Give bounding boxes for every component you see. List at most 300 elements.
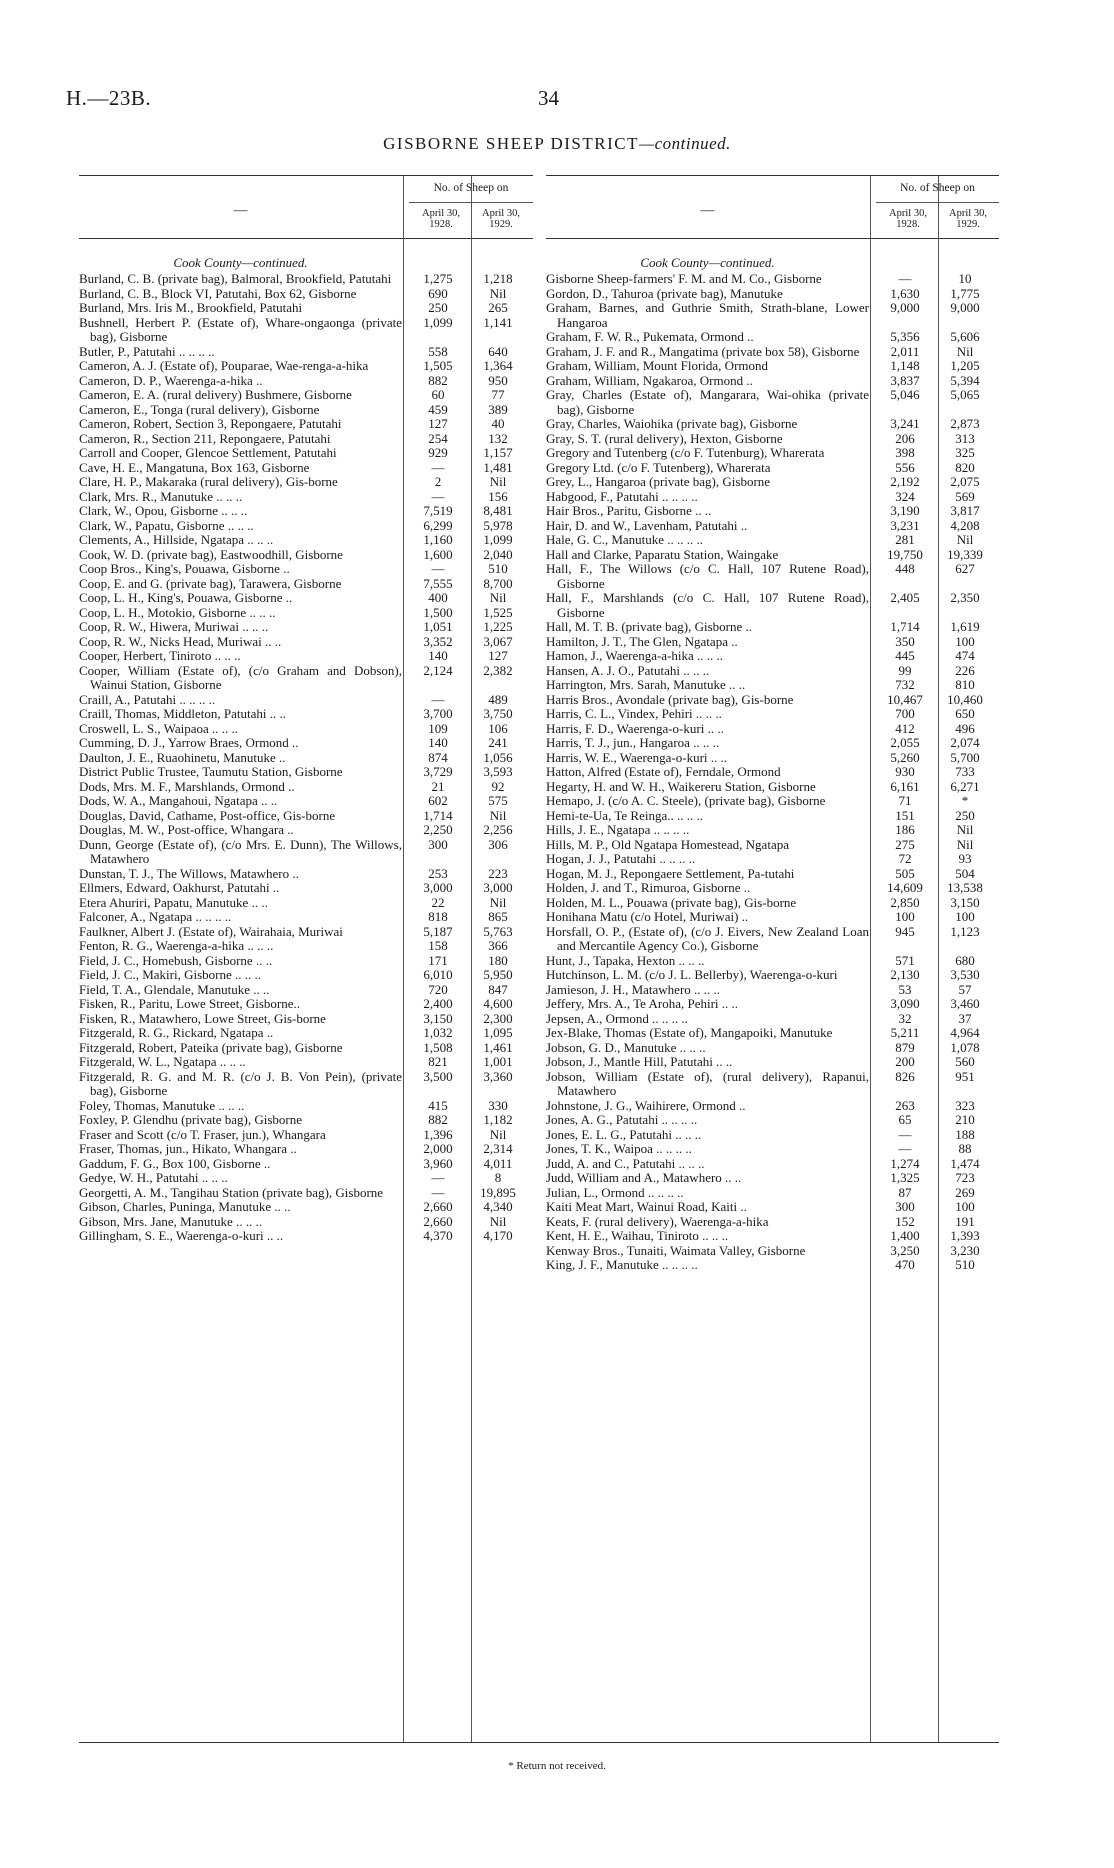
sheep-1928: 53 — [898, 981, 912, 997]
table-row — [546, 896, 999, 911]
sheep-1929: 3,067 — [483, 633, 513, 649]
owner-name: Hemapo, J. (c/o A. C. Steele), (private bag), Gisborne — [546, 793, 826, 808]
sheep-1928: 1,148 — [890, 358, 920, 373]
sheep-1928: 879 — [895, 1039, 915, 1055]
sheep-1928: 415 — [428, 1097, 448, 1113]
sheep-1929: 951 — [955, 1068, 975, 1084]
table-row — [79, 722, 533, 737]
sheep-1928: 1,630 — [890, 285, 920, 301]
table-row — [79, 736, 533, 751]
sheep-1929: 210 — [955, 1112, 975, 1127]
sheep-1928: 7,555 — [423, 575, 453, 591]
sheep-1929: 40 — [491, 416, 505, 431]
sheep-1929: 188 — [955, 1126, 975, 1142]
sheep-1929: 13,538 — [947, 880, 983, 895]
sheep-1928: 1,714 — [890, 619, 920, 634]
sheep-1928: 152 — [895, 1213, 915, 1229]
table-row — [546, 345, 999, 360]
table-row — [79, 1128, 533, 1143]
table-row — [79, 403, 533, 418]
owner-name: Cooper, Herbert, Tiniroto .. .. .. — [79, 648, 241, 663]
sheep-1929: 191 — [955, 1213, 975, 1229]
table-row — [79, 374, 533, 389]
header-dash: — — [233, 203, 248, 218]
table-row — [546, 1113, 999, 1128]
sheep-1928: 3,231 — [890, 517, 920, 533]
table-row — [546, 954, 999, 969]
sheep-1929: 226 — [955, 662, 975, 678]
owner-name: Coop Bros., King's, Pouawa, Gisborne .. — [79, 561, 290, 576]
table-row — [79, 910, 533, 925]
table-row — [79, 316, 533, 345]
owner-name: Cameron, D. P., Waerenga-a-hika .. — [79, 372, 263, 388]
table-row — [79, 287, 533, 302]
owner-name: Clark, W., Opou, Gisborne .. .. .. — [79, 503, 248, 518]
table-row — [79, 504, 533, 519]
owner-name: Ellmers, Edward, Oakhurst, Patutahi .. — [79, 880, 280, 895]
sheep-1929: 5,606 — [950, 329, 980, 344]
sheep-1929: 19,339 — [947, 546, 983, 562]
owner-name: Harris, T. J., jun., Hangaroa .. .. .. — [546, 735, 720, 750]
sheep-1929: 680 — [955, 952, 975, 968]
owner-name: District Public Trustee, Taumutu Station, Gisborne — [79, 764, 343, 779]
sheep-1928: 7,519 — [423, 503, 453, 518]
table-row — [79, 519, 533, 534]
owner-name: Butler, P., Patutahi .. .. .. .. — [79, 343, 215, 359]
owner-name: Hogan, J. J., Patutahi .. .. .. .. — [546, 851, 696, 866]
owner-name: Hall, F., Marshlands (c/o C. Hall, 107 Rutene Road), Gisborne — [546, 590, 869, 620]
owner-name: Coop, E. and G. (private bag), Tarawera, Gisborne — [79, 575, 342, 591]
header-col-1929: April 30, 1929. — [482, 208, 520, 230]
owner-name: Johnstone, J. G., Waihirere, Ormond .. — [546, 1097, 746, 1113]
table-row — [79, 562, 533, 577]
sheep-1929: 1,056 — [483, 749, 513, 765]
sheep-1928: 2,850 — [890, 894, 920, 910]
table-row — [79, 1012, 533, 1027]
table-row — [546, 301, 999, 330]
table-row — [79, 577, 533, 592]
sheep-1929: 9,000 — [950, 300, 980, 315]
owner-name: Habgood, F., Patutahi .. .. .. .. — [546, 488, 698, 504]
table-row — [79, 461, 533, 476]
sheep-1928: 505 — [895, 865, 915, 881]
table-row — [79, 301, 533, 316]
sheep-1928: 127 — [428, 416, 448, 431]
owner-name: Field, J. C., Homebush, Gisborne .. .. — [79, 952, 273, 968]
table-row — [546, 968, 999, 983]
column-rule — [471, 176, 472, 1743]
sheep-1928: 732 — [895, 677, 915, 692]
owner-name: Gaddum, F. G., Box 100, Gisborne .. — [79, 1155, 271, 1171]
sheep-1928: 2,660 — [423, 1213, 453, 1229]
sheep-1928: 65 — [898, 1112, 912, 1127]
owner-name: Graham, William, Mount Florida, Ormond — [546, 358, 769, 373]
table-row — [79, 693, 533, 708]
sheep-1929: 6,271 — [950, 778, 980, 794]
sheep-1929: 8 — [494, 1170, 502, 1185]
owner-name: Judd, A. and C., Patutahi .. .. .. — [546, 1155, 705, 1171]
table-row — [79, 606, 533, 621]
table-row — [546, 562, 999, 591]
sheep-1929: 330 — [488, 1097, 508, 1113]
sheep-1928: 2,130 — [890, 967, 920, 982]
sheep-1929: 5,700 — [950, 749, 980, 765]
owner-name: Gedye, W. H., Patutahi .. .. .. — [79, 1170, 228, 1185]
sheep-1929: * — [961, 793, 969, 808]
table-row — [79, 1186, 533, 1201]
sheep-1928: 2,250 — [423, 822, 453, 837]
section-label: Cook County—continued. — [173, 255, 308, 270]
table-row — [546, 446, 999, 461]
table-row — [79, 809, 533, 824]
sheep-1929: 489 — [488, 691, 508, 707]
table-row — [546, 1200, 999, 1215]
table-row — [546, 519, 999, 534]
sheep-1929: 269 — [955, 1184, 975, 1200]
sheep-1929: 504 — [955, 865, 975, 881]
sheep-1929: 3,000 — [483, 880, 513, 895]
sheep-1929: 100 — [955, 633, 975, 649]
owner-name: Cameron, Robert, Section 3, Repongaere, Patutahi — [79, 416, 342, 431]
sheep-1929: 10 — [958, 271, 972, 286]
sheep-1928: 2 — [434, 474, 442, 489]
sheep-1928: 2,011 — [890, 343, 920, 359]
sheep-1928: 1,099 — [423, 314, 453, 330]
sheep-1928: 571 — [895, 952, 915, 968]
owner-name: Hall and Clarke, Paparatu Station, Waingake — [546, 546, 779, 562]
sheep-1928: 821 — [428, 1054, 448, 1069]
sheep-1929: Nil — [956, 343, 974, 359]
owner-name: Harris, C. L., Vindex, Pehiri .. .. .. — [546, 706, 722, 721]
owner-name: Coop, L. H., Motokio, Gisborne .. .. .. — [79, 604, 276, 620]
table-row — [79, 446, 533, 461]
owner-name: Fitzgerald, R. G. and M. R. (c/o J. B. Von Pein), (private bag), Gisborne — [79, 1068, 402, 1098]
sheep-1928: 930 — [895, 764, 915, 779]
table-row — [546, 925, 999, 954]
sheep-1929: 810 — [955, 677, 975, 692]
sheep-1929: 1,218 — [483, 271, 513, 286]
owner-name: Douglas, M. W., Post-office, Whangara .. — [79, 822, 294, 837]
sheep-1928: 874 — [428, 749, 448, 765]
table-row — [546, 1128, 999, 1143]
owner-name: Judd, William and A., Matawhero .. .. — [546, 1170, 742, 1185]
sheep-1928: 556 — [895, 459, 915, 475]
header-group-label: No. of Sheep on — [433, 182, 509, 194]
sheep-1928: 6,010 — [423, 967, 453, 982]
sheep-1929: 3,460 — [950, 996, 980, 1011]
owner-name: Dunn, George (Estate of), (c/o Mrs. E. Dunn), The Willows, Matawhero — [79, 836, 402, 866]
owner-name: Jones, A. G., Patutahi .. .. .. .. — [546, 1112, 698, 1127]
column-rule — [938, 176, 939, 1743]
sheep-1929: 1,099 — [483, 532, 513, 547]
owner-name: Cave, H. E., Mangatuna, Box 163, Gisborne — [79, 459, 310, 475]
sheep-1929: 820 — [955, 459, 975, 475]
sheep-1928: 6,161 — [890, 778, 920, 794]
sheep-1928: 5,187 — [423, 923, 453, 939]
owner-name: Georgetti, A. M., Tangihau Station (private bag), Gisborne — [79, 1184, 384, 1200]
sheep-1929: 510 — [955, 1257, 975, 1272]
sheep-1929: 4,964 — [950, 1025, 980, 1040]
sheep-1929: 4,170 — [483, 1228, 513, 1243]
sheep-1929: 1,775 — [950, 285, 980, 301]
sheep-1928: 3,090 — [890, 996, 920, 1011]
left-table — [79, 175, 533, 1244]
sheep-1929: 1,095 — [483, 1025, 513, 1040]
owner-name: Hatton, Alfred (Estate of), Ferndale, Ormond — [546, 764, 781, 779]
sheep-1928: 300 — [428, 836, 448, 852]
sheep-1929: 5,950 — [483, 967, 513, 982]
sheep-1928: 5,356 — [890, 329, 920, 344]
owner-name: Jamieson, J. H., Matawhero .. .. .. — [546, 981, 721, 997]
owner-name: Falconer, A., Ngatapa .. .. .. .. — [79, 909, 232, 924]
sheep-1928: 1,508 — [423, 1039, 453, 1055]
sheep-1929: Nil — [956, 532, 974, 547]
table-row — [79, 780, 533, 795]
table-row — [546, 707, 999, 722]
sheep-1929: 3,360 — [483, 1068, 513, 1084]
sheep-1929: 1,364 — [483, 358, 513, 373]
sheep-1928: 5,260 — [890, 749, 920, 765]
sheep-1928: 32 — [898, 1010, 912, 1026]
sheep-1929: 366 — [488, 938, 508, 953]
owner-name: Gillingham, S. E., Waerenga-o-kuri .. .. — [79, 1228, 284, 1243]
owner-name: Fraser and Scott (c/o T. Fraser, jun.), Whangara — [79, 1126, 326, 1142]
owner-name: Hemi-te-Ua, Te Reinga.. .. .. .. — [546, 807, 703, 823]
table-row — [546, 765, 999, 780]
owner-name: Cumming, D. J., Yarrow Braes, Ormond .. — [79, 735, 299, 750]
owner-name: Gregory and Tutenberg (c/o F. Tutenburg), Wharerata — [546, 445, 825, 460]
sheep-1928: — — [898, 271, 912, 286]
owner-name: Fitzgerald, R. G., Rickard, Ngatapa .. — [79, 1025, 274, 1040]
sheep-1928: 275 — [895, 836, 915, 852]
table-row — [546, 809, 999, 824]
sheep-1928: 720 — [428, 981, 448, 997]
table-row — [546, 1171, 999, 1186]
sheep-1928: — — [431, 561, 445, 576]
owner-name: Jobson, J., Mantle Hill, Patutahi .. .. — [546, 1054, 733, 1069]
sheep-1928: 3,500 — [423, 1068, 453, 1084]
sheep-1929: 650 — [955, 706, 975, 721]
sheep-1929: 2,350 — [950, 590, 980, 605]
table-row — [546, 1055, 999, 1070]
owner-name: Foley, Thomas, Manutuke .. .. .. — [79, 1097, 245, 1113]
owner-name: Coop, L. H., King's, Pouawa, Gisborne .. — [79, 590, 293, 605]
sheep-1929: 2,074 — [950, 735, 980, 750]
sheep-1929: 223 — [488, 865, 508, 881]
table-row — [79, 388, 533, 403]
owner-name: Coop, R. W., Hiwera, Muriwai .. .. .. — [79, 619, 269, 634]
table-row — [546, 1099, 999, 1114]
owner-name: Hansen, A. J. O., Patutahi .. .. .. — [546, 662, 710, 678]
table-row — [546, 330, 999, 345]
sheep-1928: 263 — [895, 1097, 915, 1113]
table-row — [79, 1215, 533, 1230]
table-row — [546, 635, 999, 650]
table-row — [79, 751, 533, 766]
sheep-1929: Nil — [489, 590, 507, 605]
sheep-1929: 389 — [488, 401, 508, 417]
sheep-1929: 1,001 — [483, 1054, 513, 1069]
sheep-1928: 448 — [895, 561, 915, 576]
table-row — [546, 649, 999, 664]
sheep-1929: 325 — [955, 445, 975, 460]
sheep-1928: 87 — [898, 1184, 912, 1200]
owner-name: Fenton, R. G., Waerenga-a-hika .. .. .. — [79, 938, 274, 953]
sheep-1928: 3,729 — [423, 764, 453, 779]
table-row — [79, 1070, 533, 1099]
owner-name: Jones, T. K., Waipoa .. .. .. .. — [546, 1141, 692, 1156]
sheep-1928: 2,055 — [890, 735, 920, 750]
owner-name: Hamon, J., Waerenga-a-hika .. .. .. — [546, 648, 724, 663]
sheep-1929: 2,040 — [483, 546, 513, 562]
sheep-1928: 818 — [428, 909, 448, 924]
page-number: 34 — [538, 86, 559, 110]
sheep-1928: 10,467 — [887, 691, 923, 707]
sheep-1928: 1,160 — [423, 532, 453, 547]
sheep-1929: 8,700 — [483, 575, 513, 591]
owner-name: Jeffery, Mrs. A., Te Aroha, Pehiri .. .. — [546, 996, 739, 1011]
sheep-1928: 1,032 — [423, 1025, 453, 1040]
table-row — [546, 794, 999, 809]
table-row — [546, 1142, 999, 1157]
table-row — [546, 751, 999, 766]
table-row — [79, 954, 533, 969]
sheep-1928: 2,405 — [890, 590, 920, 605]
table-row — [546, 490, 999, 505]
owner-name: Etera Ahuriri, Papatu, Manutuke .. .. — [79, 894, 268, 910]
owner-name: Hegarty, H. and W. H., Waikereru Station, Gisborne — [546, 778, 816, 794]
owner-name: Gray, S. T. (rural delivery), Hexton, Gisborne — [546, 430, 783, 446]
owner-name: Cameron, E. A. (rural delivery) Bushmere, Gisborne — [79, 387, 352, 402]
sheep-1928: 14,609 — [887, 880, 923, 895]
sheep-1928: 945 — [895, 923, 915, 939]
table-row — [79, 1113, 533, 1128]
owner-name: Fitzgerald, Robert, Pateika (private bag), Gisborne — [79, 1039, 343, 1055]
owner-name: Hale, G. C., Manutuke .. .. .. .. — [546, 532, 704, 547]
table-row — [79, 359, 533, 374]
sheep-1928: 109 — [428, 720, 448, 736]
sheep-1928: — — [898, 1126, 912, 1142]
owner-name: Hills, J. E., Ngatapa .. .. .. .. — [546, 822, 690, 837]
owner-name: Hair, D. and W., Lavenham, Patutahi .. — [546, 517, 748, 533]
sheep-1928: 72 — [898, 851, 912, 866]
sheep-1928: 3,960 — [423, 1155, 453, 1171]
sheep-1929: 241 — [488, 735, 508, 750]
left-rows — [79, 239, 533, 1244]
table-row — [546, 722, 999, 737]
sheep-1928: 171 — [428, 952, 448, 968]
header-group-label: No. of Sheep on — [900, 182, 975, 194]
sheep-1929: 106 — [488, 720, 508, 736]
sheep-1928: 882 — [428, 372, 448, 388]
table-row — [79, 838, 533, 867]
owner-name: Burland, Mrs. Iris M., Brookfield, Patutahi — [79, 300, 303, 315]
sheep-1929: 313 — [955, 430, 975, 446]
sheep-1929: 156 — [488, 488, 508, 504]
sheep-1929: 1,461 — [483, 1039, 513, 1055]
owner-name: Cameron, E., Tonga (rural delivery), Gisborne — [79, 401, 320, 417]
sheep-1929: 847 — [488, 981, 508, 997]
sheep-1929: 92 — [491, 778, 505, 794]
section-label: Cook County—continued. — [640, 255, 775, 270]
owner-name: Gisborne Sheep-farmers' F. M. and M. Co., Gisborne — [546, 271, 822, 286]
table-row — [546, 432, 999, 447]
owner-name: Kenway Bros., Tunaiti, Waimata Valley, Gisborne — [546, 1242, 806, 1258]
sheep-1929: 57 — [958, 981, 972, 997]
sheep-1928: 300 — [895, 1199, 915, 1214]
owner-name: Burland, C. B. (private bag), Balmoral, Brookfield, Patutahi — [79, 271, 392, 286]
table-row — [79, 997, 533, 1012]
sheep-1928: 350 — [895, 633, 915, 649]
sheep-1929: 3,593 — [483, 764, 513, 779]
sheep-1929: 2,300 — [483, 1010, 513, 1026]
sheep-1929: 10,460 — [947, 691, 983, 707]
sheep-1928: 3,000 — [423, 880, 453, 895]
owner-name: Keats, F. (rural delivery), Waerenga-a-hika — [546, 1213, 769, 1229]
table-row — [79, 1041, 533, 1056]
sheep-1928: 19,750 — [887, 546, 923, 562]
owner-name: Dunstan, T. J., The Willows, Matawhero .. — [79, 865, 299, 881]
owner-name: Jex-Blake, Thomas (Estate of), Mangapoiki, Manutuke — [546, 1025, 833, 1040]
sheep-1929: 4,011 — [483, 1155, 513, 1171]
table-row — [546, 881, 999, 896]
sheep-1929: 496 — [955, 720, 975, 736]
table-row — [79, 548, 533, 563]
table-row — [546, 533, 999, 548]
table-row — [546, 664, 999, 679]
sheep-1928: 1,400 — [890, 1228, 920, 1243]
sheep-1929: Nil — [956, 836, 974, 852]
table-row — [79, 664, 533, 693]
sheep-1928: 281 — [895, 532, 915, 547]
owner-name: Dods, W. A., Mangahoui, Ngatapa .. .. — [79, 793, 278, 808]
sheep-1928: 5,211 — [890, 1025, 920, 1040]
sheep-1929: Nil — [489, 1126, 507, 1142]
owner-name: Gordon, D., Tahuroa (private bag), Manutuke — [546, 285, 783, 301]
sheep-1929: 1,393 — [950, 1228, 980, 1243]
table-row — [79, 1200, 533, 1215]
sheep-1928: 1,051 — [423, 619, 453, 634]
owner-name: Faulkner, Albert J. (Estate of), Wairahaia, Muriwai — [79, 923, 343, 939]
table-row — [79, 417, 533, 432]
owner-name: Jepsen, A., Ormond .. .. .. .. — [546, 1010, 688, 1026]
table-row — [546, 1041, 999, 1056]
owner-name: Horsfall, O. P., (Estate of), (c/o J. Eivers, New Zealand Loan and Mercantile Agency Co.), Gisborne — [546, 923, 869, 953]
sheep-1929: 180 — [488, 952, 508, 968]
right-rows — [546, 239, 999, 1273]
table-row — [546, 1229, 999, 1244]
owner-name: Gibson, Charles, Puninga, Manutuke .. .. — [79, 1199, 291, 1214]
table-row — [546, 359, 999, 374]
table-row — [546, 417, 999, 432]
sheep-1929: 2,314 — [483, 1141, 513, 1156]
sheep-1929: 1,225 — [483, 619, 513, 634]
sheep-1928: 690 — [428, 285, 448, 301]
table-row — [546, 867, 999, 882]
sheep-1929: 1,474 — [950, 1155, 980, 1171]
sheep-1929: 265 — [488, 300, 508, 315]
sheep-1929: 627 — [955, 561, 975, 576]
table-row — [79, 867, 533, 882]
table-row — [546, 1070, 999, 1099]
sheep-1929: 2,873 — [950, 416, 980, 431]
sheep-1928: 459 — [428, 401, 448, 417]
owner-name: Harris, F. D., Waerenga-o-kuri .. .. — [546, 720, 724, 736]
sheep-1928: 99 — [898, 662, 912, 678]
owner-name: Honihana Matu (c/o Hotel, Muriwai) .. — [546, 909, 749, 924]
owner-name: Harrington, Mrs. Sarah, Manutuke .. .. — [546, 677, 746, 692]
sheep-1928: 3,150 — [423, 1010, 453, 1026]
